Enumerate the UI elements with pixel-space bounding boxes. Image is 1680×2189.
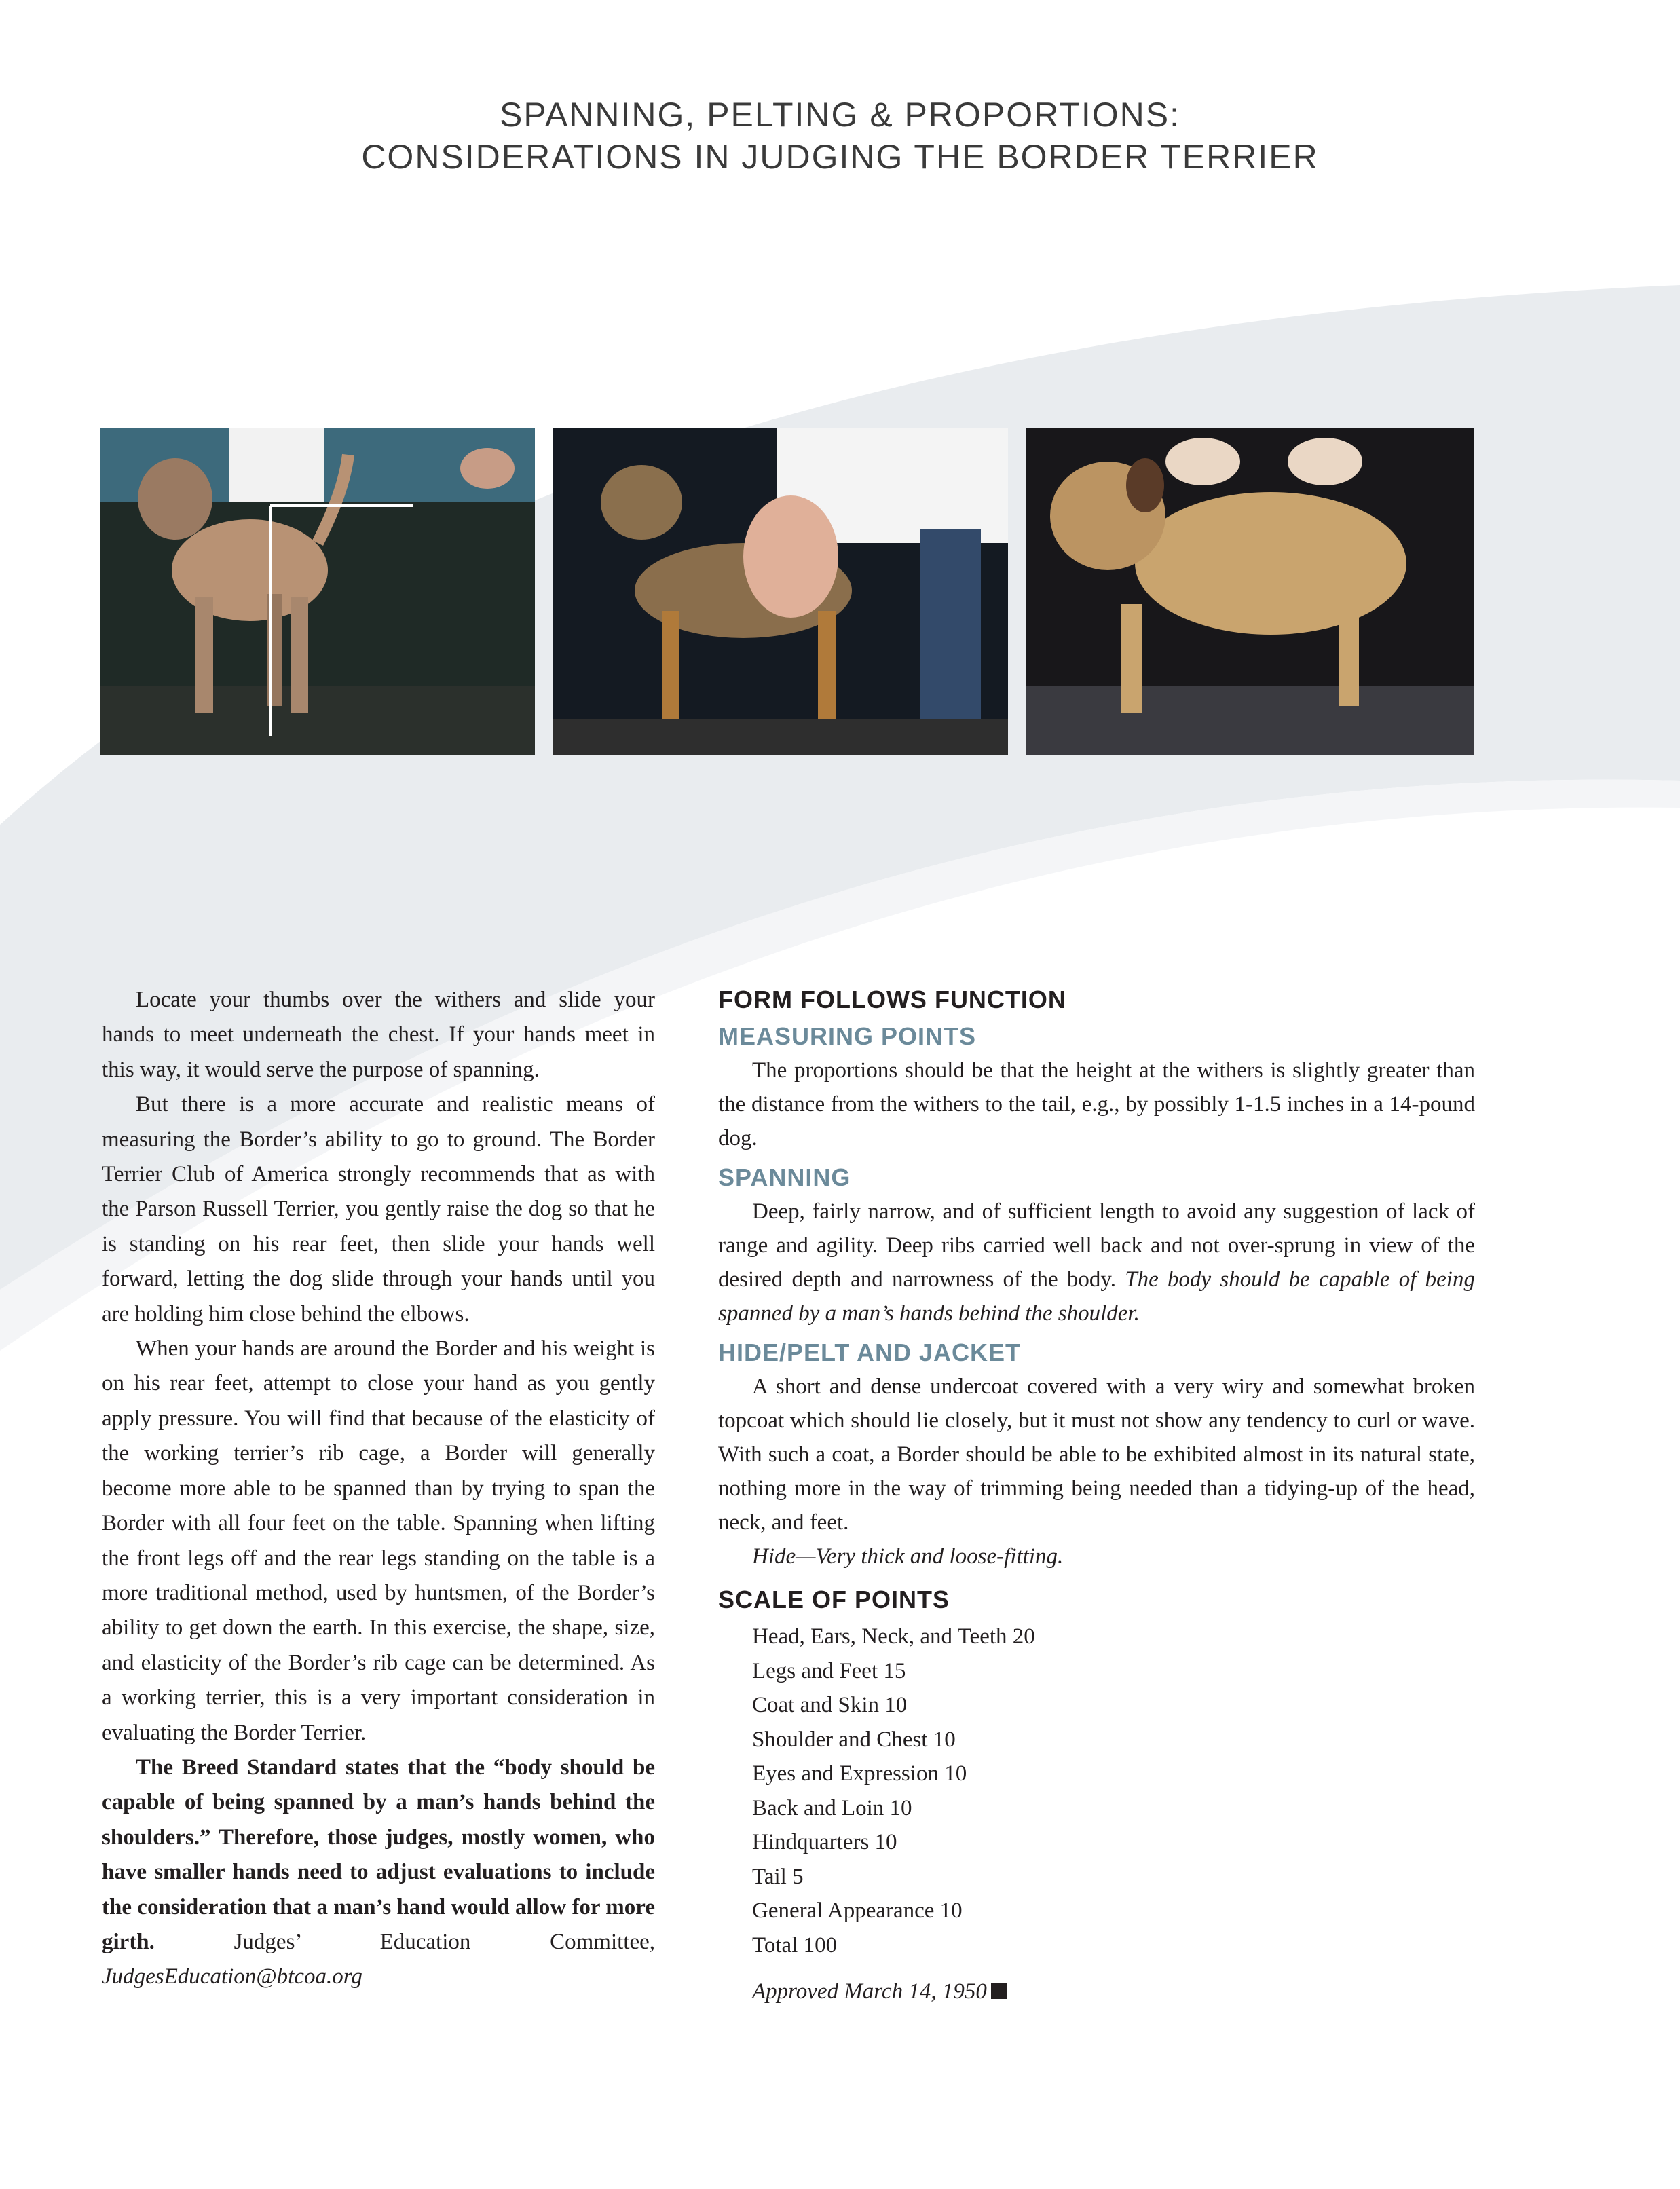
hide-pelt-text: A short and dense undercoat covered with a very wiry and somewhat broken topcoat which should lie closely, but it must not show any tendency to curl or wave. With such a coat, a Border should be able to be exhibited almost in its natural state, nothing more in the way of trimming being needed than a tidying-up of the head, neck, and feet.	[718, 1374, 1475, 1535]
hide-pelt-heading: HIDE/PELT AND JACKET	[718, 1339, 1022, 1366]
list-item: Shoulder and Chest 10	[752, 1727, 956, 1752]
page-title	[0, 94, 1680, 178]
spanning-text	[718, 1195, 1475, 1330]
left-paragraph-3: When your hands are around the Border and his weight is on his rear feet, attempt to close your hand as you gently apply pressure. You will find that because of the elasticity of the working terrier’s rib cage, a Border will generally become more able to be spanned than by trying to span the Border with all four feet on the table. Spanning when lifting the front legs off and the rear legs standing on the table is a more traditional method, used by huntsmen, of the Border’s ability to get down the earth. In this exercise, the shape, size, and elasticity of the Border’s rib cage can be determined. As a working terrier, this is a very important consideration in evaluating the Border Terrier.	[102, 1336, 655, 1745]
left-paragraph-1: Locate your thumbs over the withers and slide your hands to meet underneath the chest. If your hands meet in this way, it would serve the purpose of spanning.	[102, 988, 655, 1082]
photo-dog-hands-on-back	[1026, 428, 1474, 755]
list-item: Legs and Feet 15	[752, 1658, 906, 1683]
approved-date-line	[718, 1975, 1475, 2008]
committee-credit: Judges’ Education Committee,	[154, 1929, 655, 1954]
left-column	[102, 983, 655, 1995]
hide-pelt-italic: Hide—Very thick and loose-fitting.	[752, 1544, 1064, 1569]
spanning-body: Deep, fairly narrow, and of sufficient length to avoid any suggestion of lack of range and agility. Deep ribs carried well back and not over-sprung in view of the desired depth and narrowness of the body.	[718, 1199, 1475, 1292]
spanning-heading: SPANNING	[718, 1163, 851, 1191]
measuring-points-text: The proportions should be that the height at the withers is slightly greater than the distance from the withers to the tail, e.g., by possibly 1-1.5 inches in a 14-pound dog.	[718, 1058, 1475, 1150]
title-line-2: CONSIDERATIONS IN JUDGING THE BORDER TERRIER	[361, 138, 1319, 176]
list-item: Total 100	[752, 1932, 838, 1958]
left-paragraph-2: But there is a more accurate and realistic means of measuring the Border’s ability to go to ground. The Border Terrier Club of America strongly recommends that as with the Parson Russell Terrier, you gently raise the dog so that he is standing on his rear feet, then slide your hands well forward, letting the dog slide through your hands until you are holding him close behind the elbows.	[102, 1092, 655, 1326]
committee-email: JudgesEducation@btcoa.org	[102, 1964, 362, 1989]
right-column	[718, 983, 1475, 2008]
approved-date: Approved March 14, 1950	[752, 1979, 987, 2004]
measuring-points-heading: MEASURING POINTS	[718, 1022, 977, 1050]
list-item: Tail 5	[752, 1864, 804, 1889]
list-item: Head, Ears, Neck, and Teeth 20	[752, 1624, 1035, 1649]
section-heading: FORM FOLLOWS FUNCTION	[718, 986, 1066, 1013]
scale-of-points-heading: SCALE OF POINTS	[718, 1586, 950, 1613]
list-item: Eyes and Expression 10	[752, 1761, 967, 1786]
list-item: Hindquarters 10	[752, 1830, 897, 1854]
photo-dog-measurement	[100, 428, 535, 755]
list-item: Coat and Skin 10	[752, 1693, 908, 1717]
scale-of-points-list	[718, 1620, 1475, 1962]
end-of-article-mark	[991, 1983, 1007, 1999]
spanning-italic: The body should be capable of being spanned by a man’s hands behind the shoulder.	[718, 1267, 1475, 1326]
title-line-1: SPANNING, PELTING & PROPORTIONS:	[499, 96, 1181, 134]
left-paragraph-4	[102, 1751, 655, 1995]
list-item: General Appearance 10	[752, 1898, 963, 1923]
breed-standard-statement: The Breed Standard states that the “body should be capable of being spanned by a man’s hands behind the shoulders.” Therefore, those judges, mostly women, who have smaller hands need to adjust evaluations to include the consideration that a man’s hand would allow for more girth.	[102, 1755, 655, 1954]
list-item: Back and Loin 10	[752, 1795, 912, 1820]
photo-dog-spanning	[553, 428, 1008, 755]
